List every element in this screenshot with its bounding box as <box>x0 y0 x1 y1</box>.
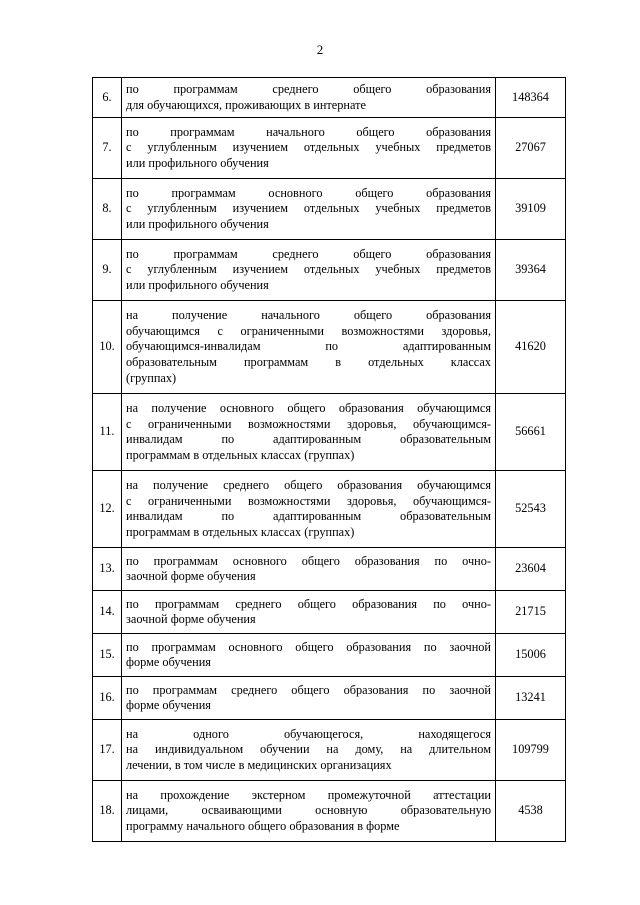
description-line: по программам основного общего образования по заочной <box>126 639 491 654</box>
description-line: с ограниченными возможностями здоровья, обучающимся- <box>126 493 491 508</box>
description-line: по программам среднего общего образования <box>126 246 491 261</box>
description-line: (группах) <box>126 370 177 385</box>
table-row <box>93 591 566 634</box>
description-line: на получение среднего общего образования обучающимся <box>126 478 491 492</box>
description-line: инвалидам по адаптированным образовательным <box>126 509 491 524</box>
description-line: или профильного обучения <box>126 216 269 231</box>
description-line: образовательным программам в отдельных классах <box>126 354 491 369</box>
description-line: на получение основного общего образования обучающимся <box>126 401 491 415</box>
row-value: 52543 <box>496 471 566 548</box>
row-description <box>122 240 496 301</box>
row-number: 12. <box>93 471 122 548</box>
page-number: 2 <box>316 42 324 57</box>
description-line: с ограниченными возможностями здоровья, обучающимся- <box>126 416 491 431</box>
row-value: 109799 <box>496 720 566 781</box>
row-description <box>122 78 496 118</box>
description-line: для обучающихся, проживающих в интернате <box>126 97 366 112</box>
description-line: или профильного обучения <box>126 155 269 170</box>
row-value: 39364 <box>496 240 566 301</box>
description-line: заочной форме обучения <box>126 569 256 584</box>
row-number: 10. <box>93 301 122 394</box>
row-description <box>122 591 496 634</box>
description-line: программам в отдельных классах (группах) <box>126 524 355 539</box>
row-description <box>122 677 496 720</box>
table-row <box>93 720 566 781</box>
description-line: заочной форме обучения <box>126 612 256 627</box>
table-row <box>93 634 566 677</box>
table-row <box>93 179 566 240</box>
table-row <box>93 781 566 842</box>
row-description <box>122 548 496 591</box>
row-description <box>122 781 496 842</box>
description-line: по программам начального общего образования <box>126 124 491 139</box>
table-row <box>93 240 566 301</box>
description-line: на одного обучающегося, находящегося <box>126 726 491 741</box>
row-number: 14. <box>93 591 122 634</box>
table-row <box>93 394 566 471</box>
table-row <box>93 301 566 394</box>
description-line: инвалидам по адаптированным образовательным <box>126 432 491 447</box>
description-line: форме обучения <box>126 698 211 713</box>
row-number: 9. <box>93 240 122 301</box>
row-value: 56661 <box>496 394 566 471</box>
table-row <box>93 548 566 591</box>
description-line: программам в отдельных классах (группах) <box>126 447 355 462</box>
description-line: лицами, осваивающими основную образовательную <box>126 803 491 818</box>
row-description <box>122 394 496 471</box>
description-line: на прохождение экстерном промежуточной аттестации <box>126 787 491 802</box>
table-row <box>93 677 566 720</box>
row-value: 27067 <box>496 118 566 179</box>
row-description <box>122 720 496 781</box>
row-value: 15006 <box>496 634 566 677</box>
description-line: по программам среднего общего образования <box>126 82 491 96</box>
description-line: по программам среднего общего образования по заочной <box>126 682 491 697</box>
row-value: 23604 <box>496 548 566 591</box>
description-line: по программам среднего общего образования по очно- <box>126 596 491 611</box>
table-row <box>93 78 566 118</box>
row-value: 4538 <box>496 781 566 842</box>
table-row <box>93 471 566 548</box>
description-line: обучающимся с ограниченными возможностями здоровья, <box>126 323 491 338</box>
table-row <box>93 118 566 179</box>
row-value: 148364 <box>496 78 566 118</box>
row-value: 41620 <box>496 301 566 394</box>
row-description <box>122 301 496 394</box>
description-line: по программам основного общего образования <box>126 185 491 200</box>
description-line: по программам основного общего образования по очно- <box>126 553 491 568</box>
description-line: программу начального общего образования в форме <box>126 818 400 833</box>
description-line: на индивидуальном обучении на дому, на длительном <box>126 742 491 757</box>
description-line: с углубленным изучением отдельных учебных предметов <box>126 140 491 155</box>
description-line: форме обучения <box>126 655 211 670</box>
row-description <box>122 118 496 179</box>
description-line: с углубленным изучением отдельных учебных предметов <box>126 201 491 216</box>
row-description <box>122 471 496 548</box>
row-number: 8. <box>93 179 122 240</box>
row-number: 6. <box>93 78 122 118</box>
description-line: на получение начального общего образования <box>126 308 491 323</box>
row-number: 15. <box>93 634 122 677</box>
row-value: 13241 <box>496 677 566 720</box>
funding-table <box>92 77 566 842</box>
row-description <box>122 179 496 240</box>
description-line: лечении, в том числе в медицинских организациях <box>126 757 392 772</box>
row-number: 17. <box>93 720 122 781</box>
row-number: 16. <box>93 677 122 720</box>
row-description <box>122 634 496 677</box>
row-number: 18. <box>93 781 122 842</box>
row-number: 11. <box>93 394 122 471</box>
description-line: обучающимся-инвалидам по адаптированным <box>126 339 491 354</box>
row-number: 13. <box>93 548 122 591</box>
description-line: с углубленным изучением отдельных учебных предметов <box>126 262 491 277</box>
row-number: 7. <box>93 118 122 179</box>
row-value: 39109 <box>496 179 566 240</box>
description-line: или профильного обучения <box>126 277 269 292</box>
row-value: 21715 <box>496 591 566 634</box>
